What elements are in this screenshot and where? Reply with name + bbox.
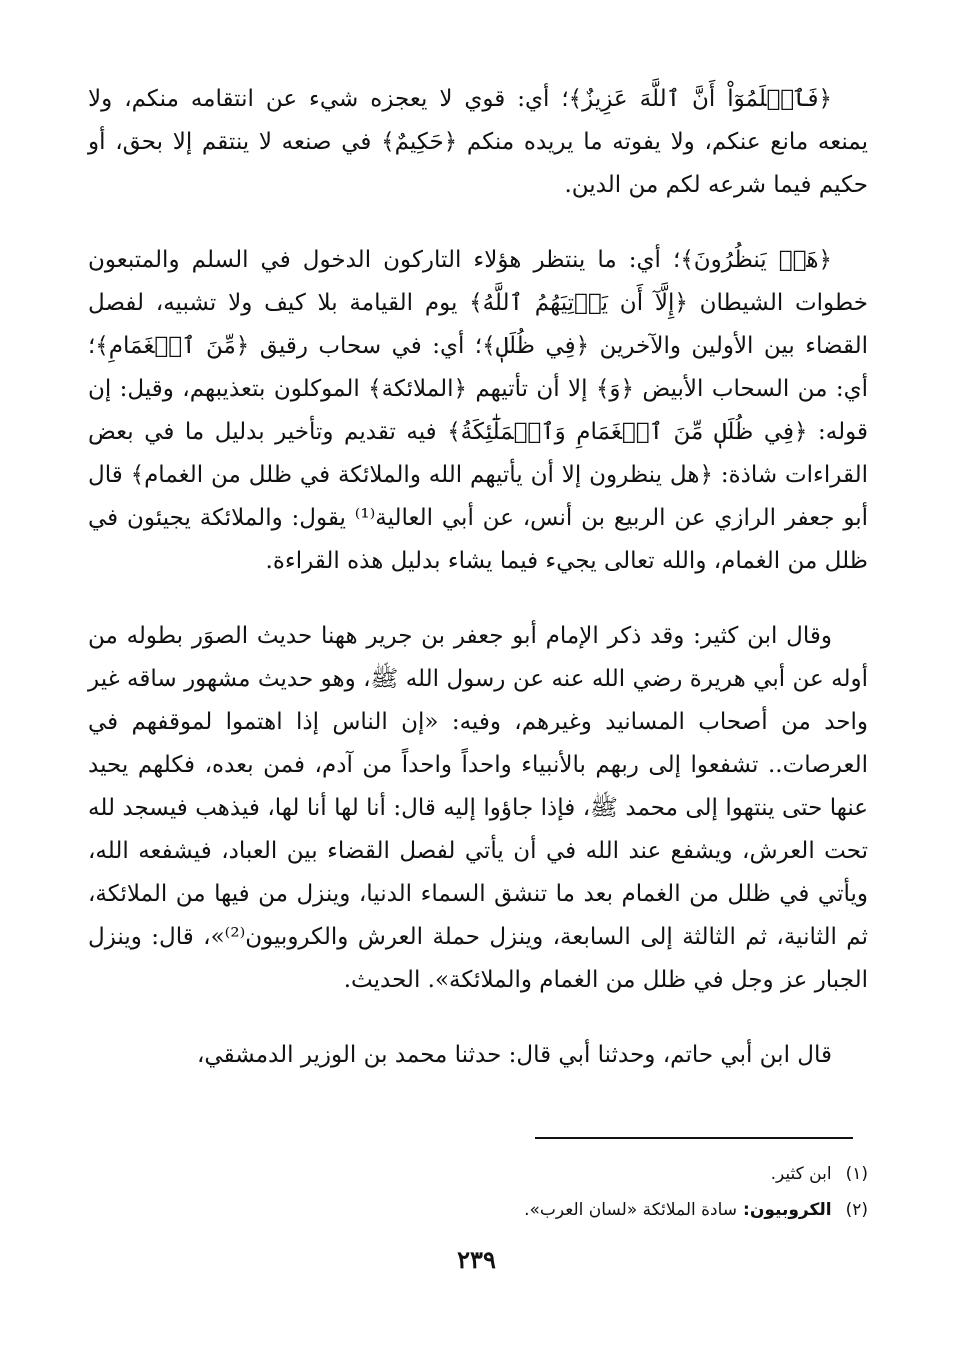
paragraph-3: وقال ابن كثير: وقد ذكر الإمام أبو جعفر بن جرير ههنا حديث الصوَر بطوله من أوله عن أبي هريرة رضي الله عنه عن رسول الله ﷺ، وهو حديث مشهور ساقه غير واحد من أصحاب المسانيد وغيرهم، وفيه: «إن الناس إذا اهتموا لموقفهم في العرصات.. تشفعوا إلى ربهم بالأنبياء واحداً واحداً من آدم، فمن بعده، فكلهم يحيد عنها حتى ينتهوا إلى محمد ﷺ، فإذا جاؤوا إليه قال: أنا لها أنا لها، فيذهب فيسجد لله تحت العرش، ويشفع عند الله في أن يأتي لفصل القضاء بين العباد، فيشفعه الله، ويأتي في ظلل من الغمام بعد ما تنشق السماء الدنيا، وينزل من فيها من الملائكة، ثم الثانية، ثم الثالثة إلى السابعة، وينزل حملة العرش والكروبيون⁽²⁾»، قال: وينزل الجبار عز وجل في ظلل من الغمام والملائكة». الحديث. [88,623,868,993]
paragraph-4: قال ابن أبي حاتم، وحدثنا أبي قال: حدثنا محمد بن الوزير الدمشقي، [196,1042,832,1068]
footnote-divider [535,1137,853,1139]
footnote-1 [88,1156,868,1192]
paragraph-2: ﴿هَلۡ يَنظُرُونَ﴾؛ أي: ما ينتظر هؤلاء التاركون الدخول في السلم والمتبعون خطوات الشيطان ﴿إِلَّآ أَن يَأۡتِيَهُمُ ٱللَّهُ﴾ يوم القيامة بلا كيف ولا تشبيه، لفصل القضاء بين الأولين والآخرين ﴿فِي ظُلَلٖ﴾؛ أي: في سحاب رقيق ﴿مِّنَ ٱلۡغَمَامِ﴾؛ أي: من السحاب الأبيض ﴿وَ﴾ إلا أن تأتيهم ﴿الملائكة﴾ الموكلون بتعذيبهم، وقيل: إن قوله: ﴿فِي ظُلَلٖ مِّنَ ٱلۡغَمَامِ وَٱلۡمَلَٰٓئِكَةُ﴾ فيه تقديم وتأخير بدليل ما في بعض القراءات شاذة: ﴿هل ينظرون إلا أن يأتيهم الله والملائكة في ظلل من الغمام﴾ قال أبو جعفر الرازي عن الربيع بن أنس، عن أبي العالية⁽¹⁾ يقول: والملائكة يجيئون في ظلل من الغمام، والله تعالى يجيء فيما يشاء بدليل هذه القراءة. [88,247,868,574]
paragraph-1: ﴿فَٱعۡلَمُوٓاْ أَنَّ ٱللَّهَ عَزِيزٌ﴾؛ أي: قوي لا يعجزه شيء عن انتقامه منكم، ولا يمنعه مانع عنكم، ولا يفوته ما يريده منكم ﴿حَكِيمٌ﴾ في صنعه لا ينتقم إلا بحق، أو حكيم فيما شرعه لكم من الدين. [88,86,868,198]
footnotes [88,1156,868,1228]
main-text [88,78,868,1077]
footnote-number: (١) [845,1164,868,1184]
footnote-term: الكروبيون: [743,1200,832,1220]
footnote-text: سادة الملائكة «لسان العرب». [524,1200,738,1220]
page-number: ٢٣٩ [457,1245,496,1274]
footnote-2 [88,1192,868,1228]
footnote-text: ابن كثير. [770,1164,832,1184]
footnote-number: (٢) [845,1200,868,1220]
